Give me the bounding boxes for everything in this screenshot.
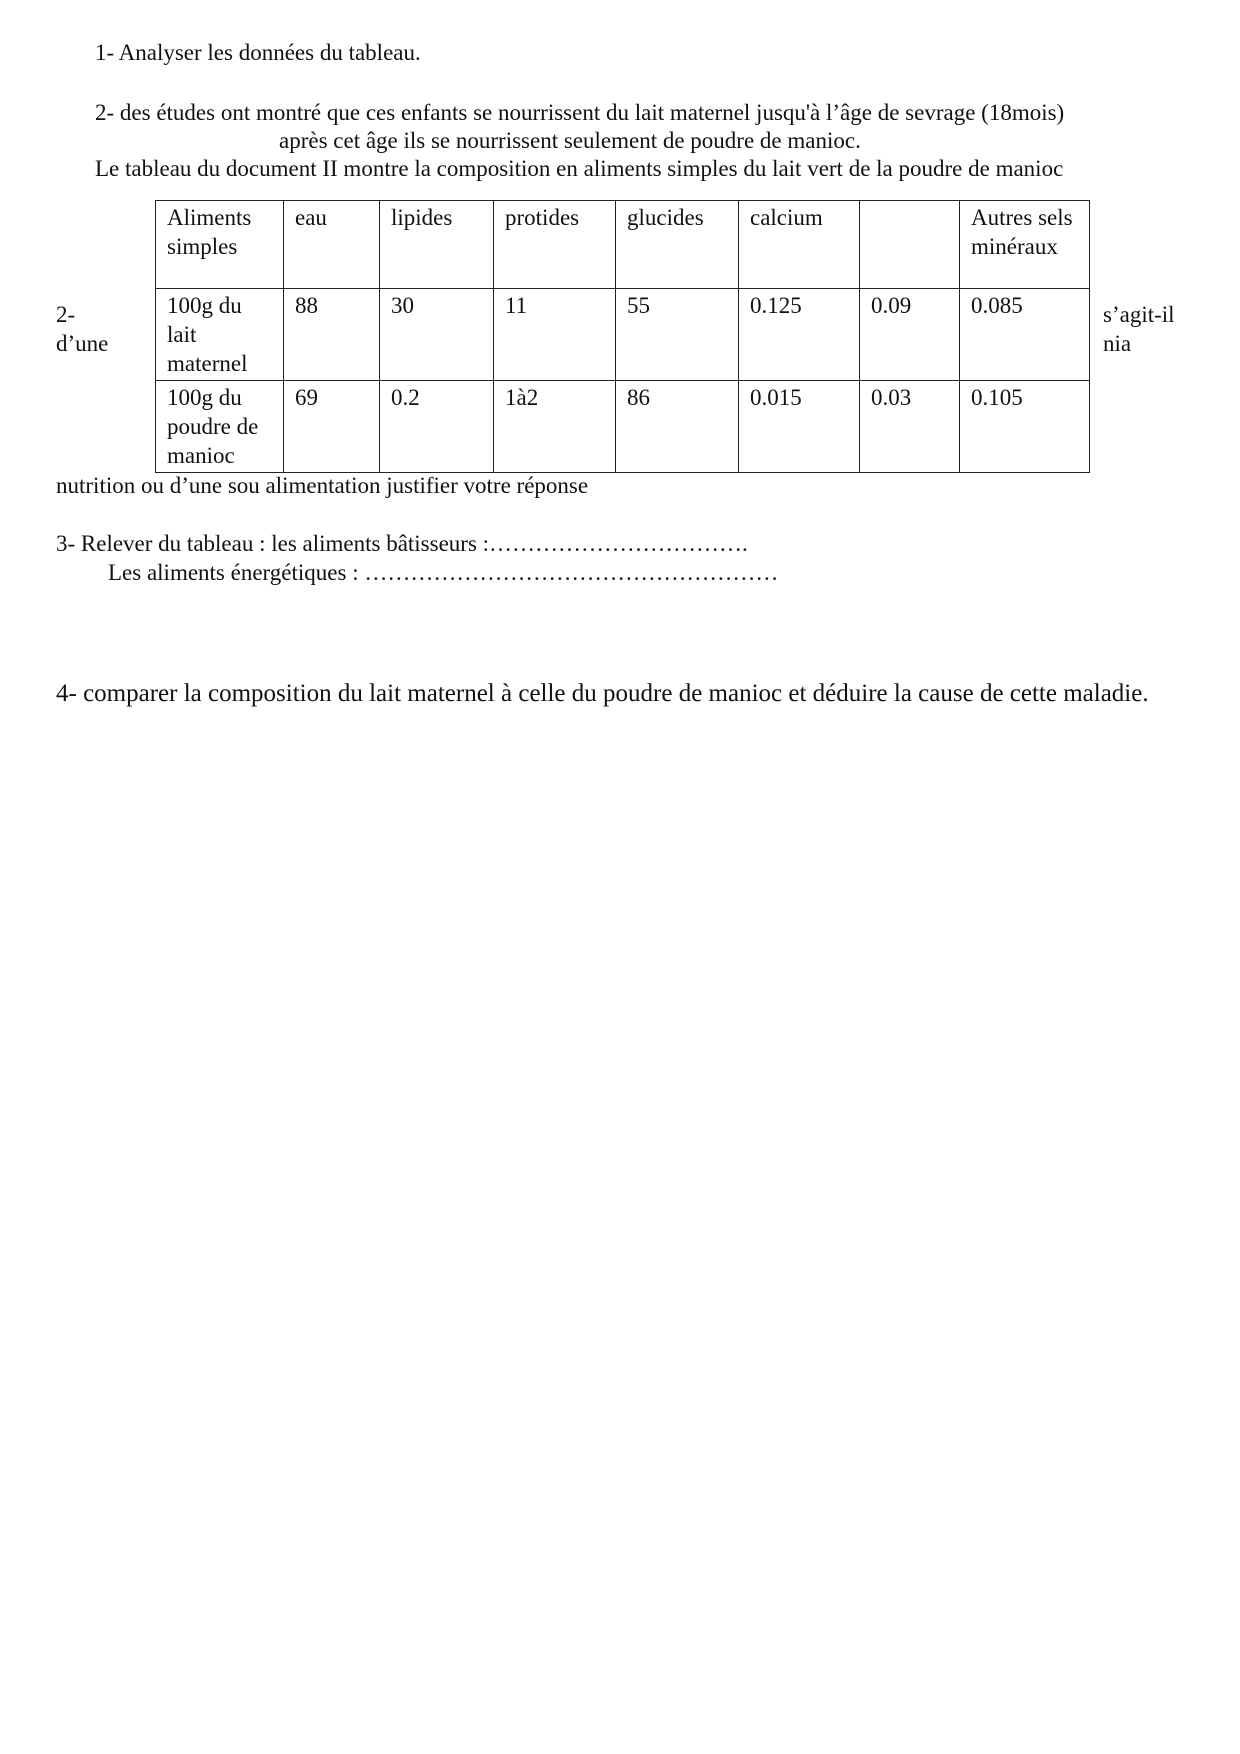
- right-margin-text: [1103, 300, 1175, 358]
- question-1: 1- Analyser les données du tableau.: [95, 40, 421, 65]
- table-header-cell: protides: [494, 201, 616, 289]
- table-cell: 1à2: [494, 381, 616, 473]
- table-cell: 0.09: [860, 289, 960, 381]
- question-2-line-2: après cet âge ils se nourrissent seulement de poudre de manioc.: [279, 128, 861, 153]
- table-cell: 0.125: [739, 289, 860, 381]
- question-3-line-2: Les aliments énergétiques : ………………………………………………: [108, 560, 779, 585]
- table-cell: 0.2: [380, 381, 494, 473]
- table-cell: 0.03: [860, 381, 960, 473]
- question-3-line-1: 3- Relever du tableau : les aliments bâtisseurs :…………………………….: [56, 531, 748, 556]
- table-cell: 86: [616, 381, 739, 473]
- table-cell: 100g du poudre de manioc: [156, 381, 284, 473]
- table-header-cell: Autres sels minéraux: [960, 201, 1090, 289]
- table-cell: 0.085: [960, 289, 1090, 381]
- table-header-row: [156, 201, 1090, 289]
- table-cell: 30: [380, 289, 494, 381]
- right-margin-line-1: s’agit-il: [1103, 302, 1175, 327]
- left-margin-line-2: d’une: [56, 331, 109, 356]
- table-cell: 55: [616, 289, 739, 381]
- table-cell: 11: [494, 289, 616, 381]
- table-header-cell: eau: [284, 201, 380, 289]
- table-header-cell: [860, 201, 960, 289]
- question-2-line-3: Le tableau du document II montre la composition en aliments simples du lait vert de la poudre de manioc: [95, 156, 1064, 181]
- table-cell: 88: [284, 289, 380, 381]
- table-cell: 69: [284, 381, 380, 473]
- table-cell: 0.105: [960, 381, 1090, 473]
- right-margin-line-2: nia: [1103, 331, 1132, 356]
- table-header-cell: glucides: [616, 201, 739, 289]
- table-cell: 0.015: [739, 381, 860, 473]
- question-2-line-4: nutrition ou d’une sou alimentation justifier votre réponse: [56, 473, 589, 498]
- table-cell: 100g du lait maternel: [156, 289, 284, 381]
- composition-table: [155, 200, 1090, 473]
- question-4: 4- comparer la composition du lait maternel à celle du poudre de manioc et déduire la cause de cette maladie.: [56, 680, 1149, 707]
- question-2-line-1: 2- des études ont montré que ces enfants se nourrissent du lait maternel jusqu'à l’âge de sevrage (18mois): [95, 100, 1065, 125]
- table-header-cell: Aliments simples: [156, 201, 284, 289]
- left-margin-text: [56, 300, 108, 358]
- table-header-cell: lipides: [380, 201, 494, 289]
- table-header-cell: calcium: [739, 201, 860, 289]
- left-margin-line-1: 2-: [56, 302, 76, 327]
- table-row: [156, 289, 1090, 381]
- table-row: [156, 381, 1090, 473]
